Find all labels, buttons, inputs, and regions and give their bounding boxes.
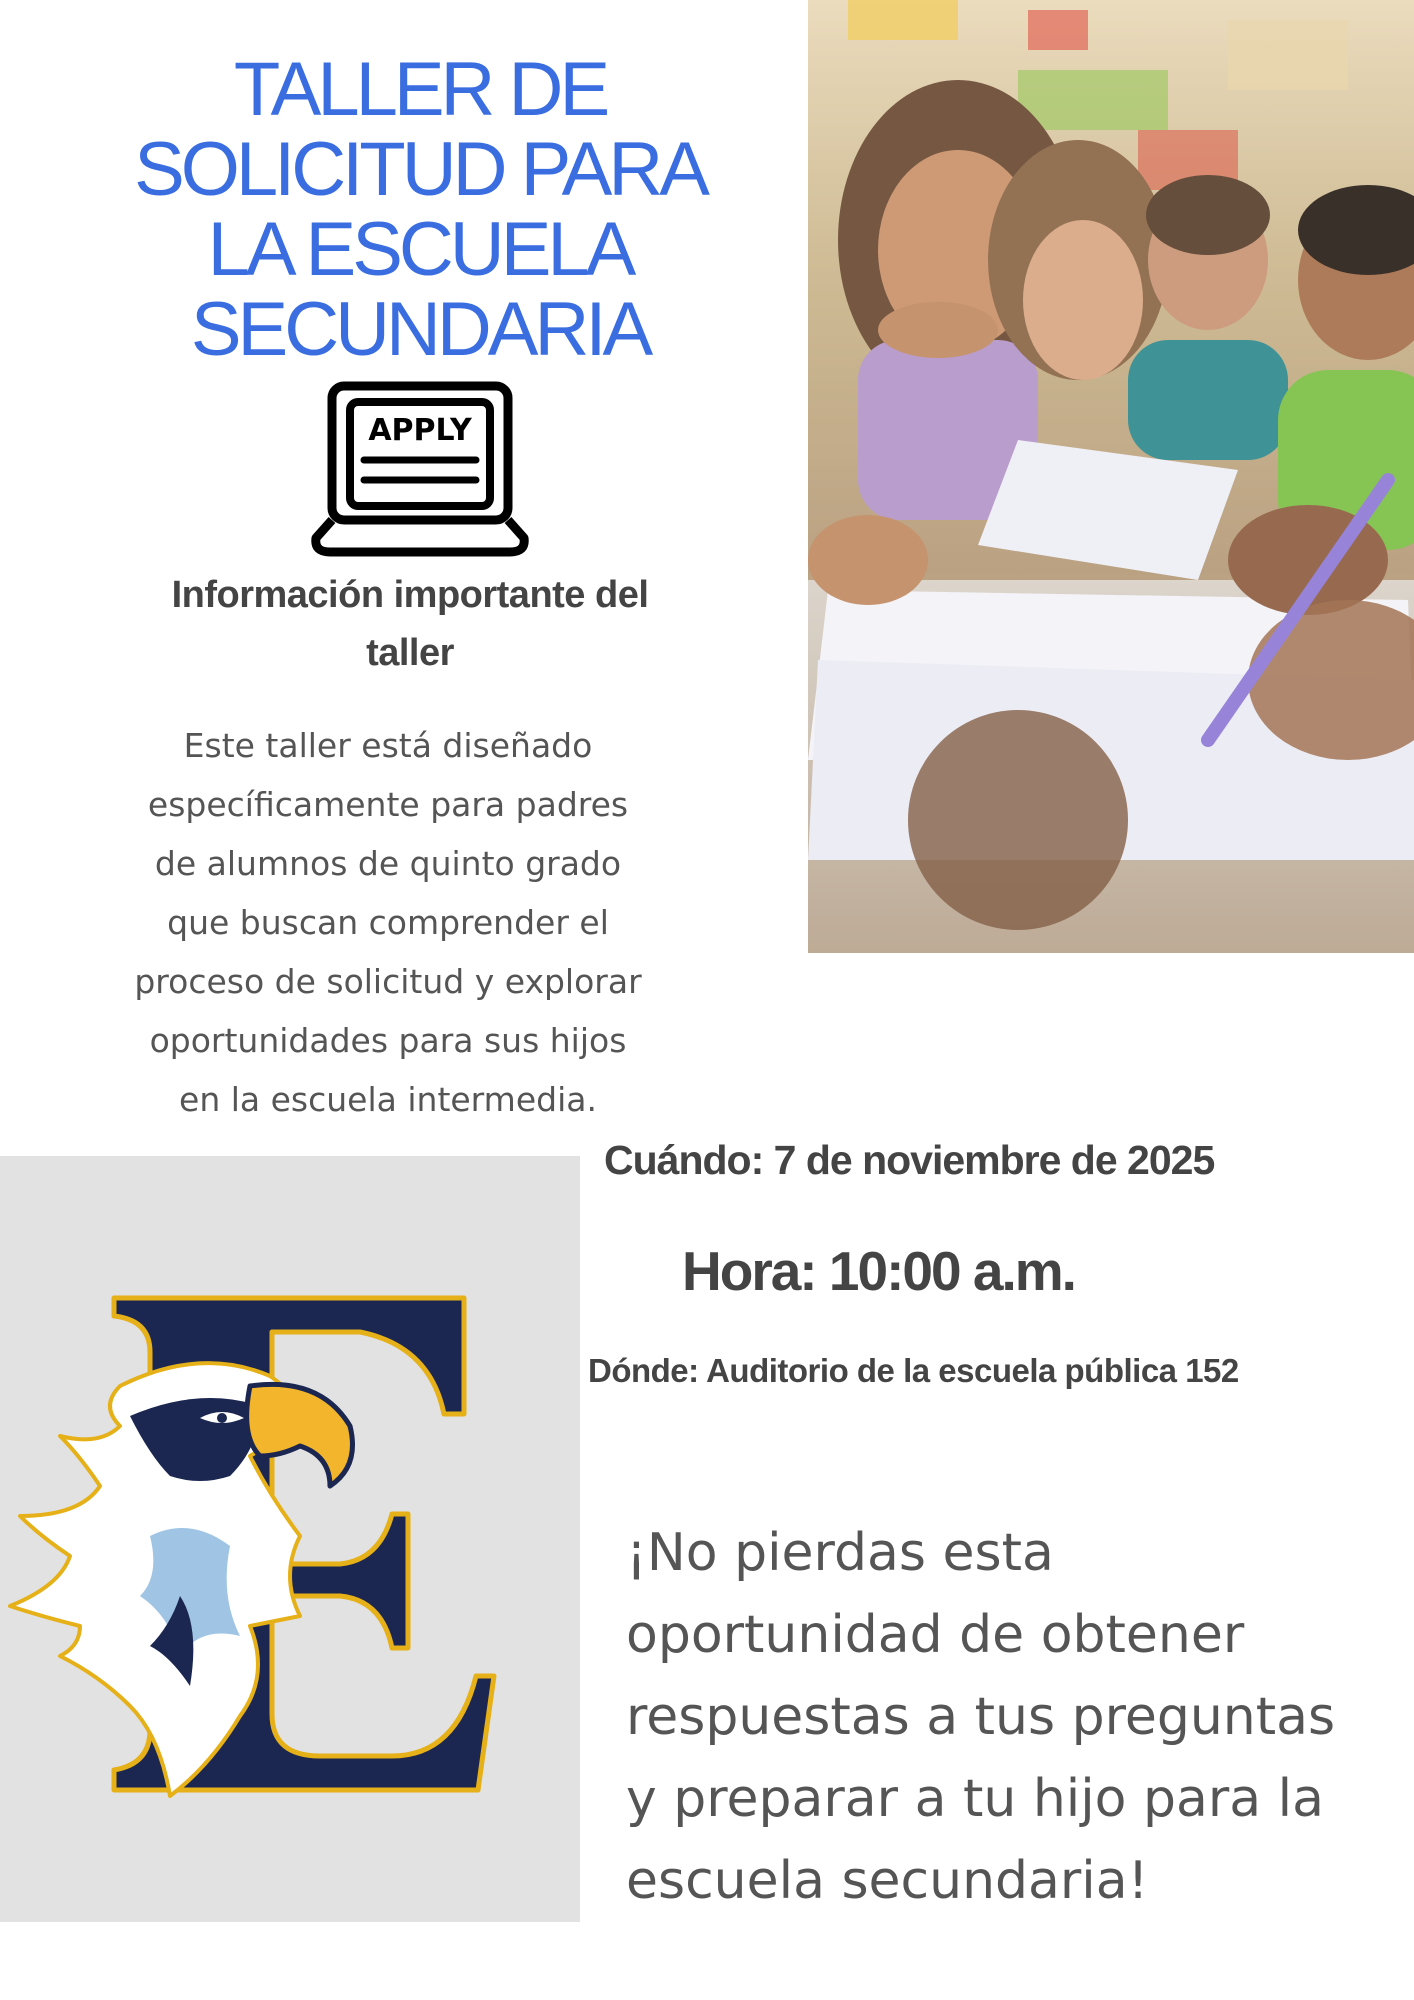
info-heading-line: Información importante del [171, 574, 649, 616]
description-line: específicamente para padres [147, 785, 629, 824]
school-logo [0, 1156, 580, 1922]
event-date: Cuándo: 7 de noviembre de 2025 [604, 1137, 1215, 1183]
description-line: Este taller está diseñado [183, 726, 593, 765]
eagle-e-logo [0, 1156, 580, 1922]
info-heading [60, 566, 760, 682]
description-line: que buscan comprender el [167, 903, 609, 942]
call-to-action [626, 1512, 1386, 1922]
laptop-apply-icon [310, 380, 530, 558]
cta-line: ¡No pierdas esta [626, 1523, 1054, 1583]
description-line: oportunidades para sus hijos [149, 1021, 627, 1060]
title-line: SOLICITUD PARA [134, 127, 706, 212]
title-line: SECUNDARIA [190, 287, 650, 372]
title-line: LA ESCUELA [207, 207, 633, 292]
students-photo [808, 0, 1414, 953]
cta-line: oportunidad de obtener [626, 1605, 1245, 1665]
description-line: proceso de solicitud y explorar [134, 962, 642, 1001]
cta-line: escuela secundaria! [626, 1851, 1149, 1911]
description-line: en la escuela intermedia. [179, 1080, 597, 1119]
description [60, 716, 716, 1129]
cta-line: y preparar a tu hijo para la [626, 1769, 1324, 1829]
info-heading-line: taller [366, 632, 454, 674]
event-location: Dónde: Auditorio de la escuela pública 152 [588, 1352, 1239, 1389]
event-time: Hora: 10:00 a.m. [682, 1240, 1075, 1302]
page-title [60, 47, 780, 372]
apply-label: APPLY [368, 413, 472, 448]
title-line: TALLER DE [233, 47, 607, 132]
description-line: de alumnos de quinto grado [154, 844, 622, 883]
cta-line: respuestas a tus preguntas [626, 1687, 1336, 1747]
